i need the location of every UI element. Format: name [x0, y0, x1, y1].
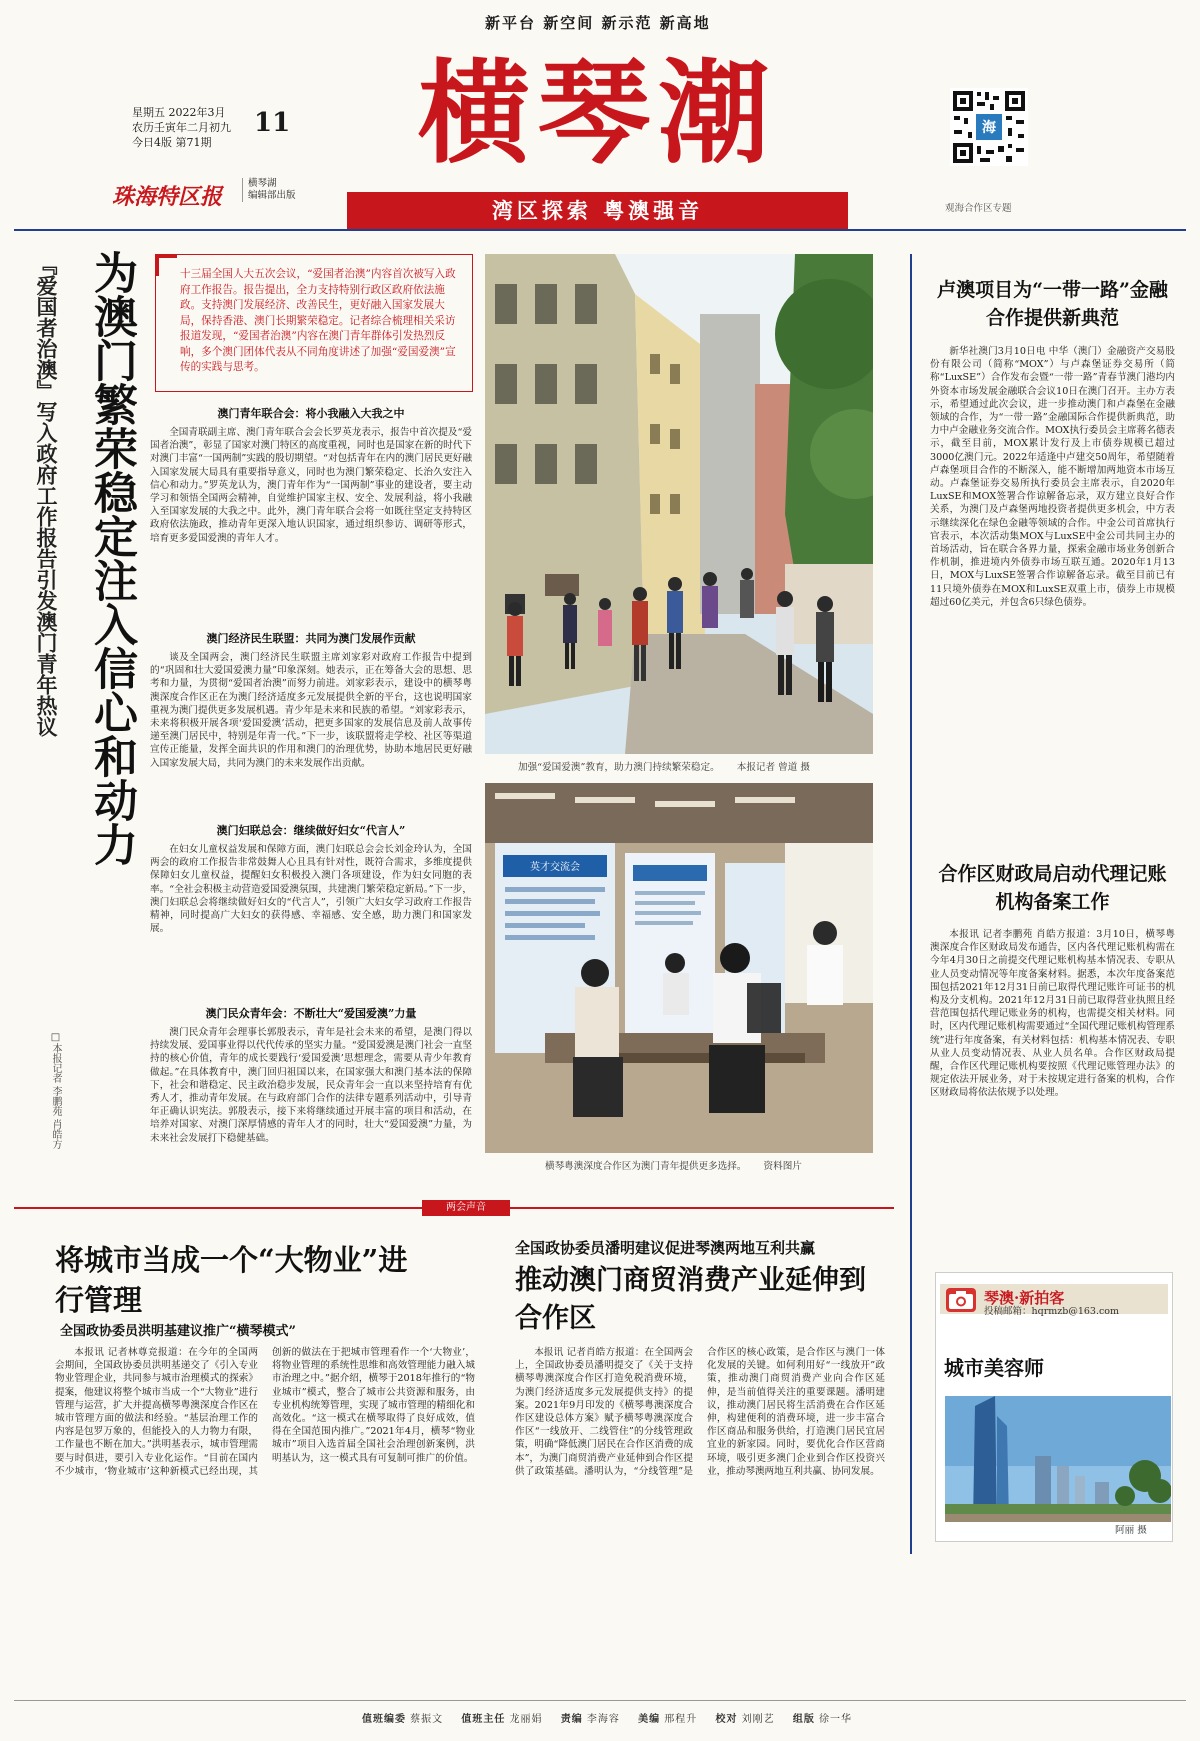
bottom-story1-body: 本报讯 记者林尊竞报道：在今年的全国两会期间，全国政协委员洪明基递交了《引入专业物业管理企业，共同参与城市治理模式的探索》提案，他建议将整个城市当成一个“大物业”进行管理与运营，扩大并提高横琴粤澳深度合作区在城市管理方面的做法和经验。“基层治理工作的内容是包罗万象的，但能投入的人力物力有限，工作量也不断在加大。”洪明基表示，城市管理需要与时俱进，要引入专业化运作。“目前在国内不少城市，‘物业城市’这种新模式已经出现，其创新的做法在于把城市管理看作一个‘大物业’，将物业管理的系统性思维和高效管理能力融入城市治理之中。”据介绍，横琴于2018年推行的“物业城市”模式，整合了城市公共资源和服务，由专业机构统筹管理，实现了城市管理的精细化和高效化。“这一模式在横琴取得了良好成效，值得在全国范围内推广。”2021年4月，横琴“物业城市”项目入选首届全国社会治理创新案例，洪明基认为，这一模式具有可复制可推广的价值。 [55, 1347, 475, 1477]
credit-item: 值班编委 蔡振文 [361, 1714, 444, 1725]
photo-column-title: 琴澳·新拍客 [984, 1289, 1065, 1307]
photo-credit: 本报记者 曾道 摄 [736, 762, 811, 773]
svg-text:海: 海 [982, 120, 996, 136]
section-tag: 两会声音 [422, 1200, 510, 1216]
qr-code-icon[interactable] [950, 88, 1028, 166]
section-body: 全国青联副主席、澳门青年联合会会长罗英龙表示，报告中首次提及“爱国者治澳”，彰显了国家对澳门特区的高度重视，同时也是国家在新的时代下对澳门丰富“一国两制”实践的殷切期望。“对包括青年在内的澳门居民更好融入国家发展大局具有重要指导意义，同时也为澳门繁荣稳定、长治久安注入信心和动力。”罗英龙认为，澳门青年作为“一国两制”事业的建设者，要主动学习和领悟全国两会精神，自觉维护国家主权、安全、发展利益，将小我融入至国家发展的大我之中。此外，澳门青年联合会将一如既往坚定支持特区政府依法施政，推动青年更深入地认识国家，通过组织参访、调研等形式，培育更多爱国爱澳的青年人才。 [150, 427, 472, 544]
city-skyline-photo [945, 1396, 1171, 1522]
credit-item: 美编 邢程升 [638, 1714, 698, 1725]
section-body: 澳门民众青年会理事长郭殷表示，青年是社会未来的希望，是澳门得以持续发展、爱国事业得以代代传承的坚实力量。“爱国爱澳是澳门社会一直坚持的核心价值，青年的成长要践行‘爱国爱澳’思想理念，需要从青少年教育做起。”在具体教育中，澳门回归祖国以来，在国家强大和澳门基本法的保障下，社会和谐稳定、民主政治稳步发展，民众青年会一直以来坚持培育有优秀人才，推动青年发展。在与政府部门合作的法律专题系列活动中，引导青年正确认识宪法。郭殷表示，接下来将继续通过开展丰富的项目和活动，在培养对国家、对澳门深厚情感的青年人才的同时，壮大“爱国爱澳”力量，为未来社会发展打下稳健基础。 [150, 1027, 472, 1144]
lead-text: 十三届全国人大五次会议，“爱国者治澳”内容首次被写入政府工作报告。报告提出，全力支持特别行政区政府依法施政。支持澳门发展经济、改善民生，更好融入国家发展大局，保持香港、澳门长期繁荣稳定。记者综合梳理相关采访报道发现，“爱国者治澳”内容在澳门青年群体引发热烈反响，多个澳门团体代表从不同角度讲述了加强“爱国爱澳”宣传的实践与思考。 [180, 268, 456, 373]
section-subhead: 澳门经济民生联盟：共同为澳门发展作贡献 [206, 632, 416, 645]
bottom-story2-body: 本报讯 记者肖皓方报道：在全国两会上，全国政协委员潘明提交了《关于支持横琴粤澳深度合作区打造免税消费环境，为澳门经济适度多元发展提供支持》的提案。2021年9月印发的《横琴粤澳深度合作区建设总体方案》赋予横琴粤澳深度合作区“一线放开、二线管住”的分线管理政策，明确“降低澳门居民在合作区消费的成本”，为澳门商贸消费产业延伸到合作区提供了政策基础。潘明认为，“分线管理”是合作区的核心政策，是合作区与澳门一体化发展的关键。如何利用好“一线放开”政策，推动澳门商贸消费产业向合作区延伸，是当前值得关注的重要课题。潘明建议，推动澳门居民将生活消费在合作区延伸，构建便利的消费环境，进一步丰富合作区商品和服务供给，打造澳门居民宜居宜业的新家园。同时，要优化合作区营商环境，吸引更多澳门企业到合作区投资兴业，推动琴澳两地互利共赢、协同发展。 [515, 1347, 885, 1477]
recruitment-fair-photo [485, 783, 873, 1153]
date-block [132, 105, 231, 150]
main-section-1 [150, 405, 472, 640]
edition-line: 横琴湖 [248, 178, 277, 189]
street-photo [485, 254, 873, 754]
masthead-title: 横琴潮 [418, 48, 778, 179]
credit-item: 校对 刘刚艺 [715, 1714, 775, 1725]
main-subheadline: 『爱国者治澳』写入政府工作报告引发澳门青年热议 [34, 254, 59, 737]
edition-line: 编辑部出版 [248, 190, 296, 201]
photo-column-headline: 城市美容师 [944, 1356, 1044, 1380]
section-subhead: 澳门民众青年会：不断壮大“爱国爱澳”力量 [205, 1007, 417, 1020]
right-story1-body: 新华社澳门3月10日电 中华（澳门）金融资产交易股份有限公司（简称“MOX”）与卢森堡证券交易所（简称“LuxSE”）合作发布会暨“一带一路”青春节澳门港均内外资本市场发展金融联合会议10日在澳门召开。主办方表示，希望通过此次会议，进一步推动澳门和卢森堡在金融领域的合作，为“一带一路”金融国际合作提供新典范，助力中卢金融业务交流合作。MOX执行委员会主席蒋名德表示，截至目前，MOX累计发行及上市债券规模已超过3000亿澳门元。2022年适逢中卢建交50周年，希望随着卢森堡项目合作的不断深入，能不断增加两地资本市场互动。卢森堡证券交易所执行委员会主席表示，自2020年LuxSE和MOX签署合作谅解备忘录，双方建立良好合作关系，为澳门及卢森堡两地投资者提供更多机会，中方表示继续深化在绿色金融等领域的合作。中金公司首席执行官表示，本次活动集MOX与LuxSE中金公司共同主办的首场活动，旨在联合各界力量，探索金融市场业务创新合作机制，推进境内外债券市场互联互通。2020年1月13日，MOX与LuxSE签署合作谅解备忘录。截至目前已有11只境外债券在MOX和LuxSE双重上市，债券上市规模超过60亿美元，并包含6只绿色债券。 [930, 346, 1175, 608]
photo3-credit: 阿丽 摄 [1115, 1525, 1147, 1536]
caption-text: 横琴粤澳深度合作区为澳门青年提供更多选择。 [545, 1161, 747, 1172]
bottom-story1-subhead: 全国政协委员洪明基建议推广“横琴模式” [60, 1324, 296, 1339]
credit-item: 责编 李海容 [560, 1714, 620, 1725]
main-section-2 [150, 630, 472, 831]
main-byline: □本报记者 李鹏苑 肖皓方 [50, 1032, 61, 1150]
board-title: 英才交流会 [530, 862, 580, 873]
date-number: 11 [254, 108, 291, 138]
main-section-4 [150, 1005, 472, 1196]
photo-credit: 资料图片 [763, 1161, 802, 1172]
staff-credits [0, 1710, 1200, 1725]
right-story2-headline: 合作区财政局启动代理记账机构备案工作 [938, 863, 1167, 913]
publisher-logo: 珠海特区报 [112, 184, 223, 210]
section-body: 在妇女儿童权益发展和保障方面，澳门妇联总会会长刘金玲认为，全国两会的政府工作报告非常鼓舞人心且具有针对性，既符合需求，多维度提供保障妇女儿童权益，提醒妇女积极投入澳门各项建设，作为妇女同胞的表率。“全社会积极主动营造爱国爱澳氛围，共建澳门繁荣稳定新局。”下一步，澳门妇联总会将继续做好妇女的“代言人”，引领广大妇女学习政府工作报告精神，同时提高广大妇女的获得感、幸福感、安全感，助力澳门和国家发展。 [150, 844, 472, 935]
masthead-slogan: 湾区探索 粤澳强音 [347, 192, 848, 230]
section-subhead: 澳门妇联总会：继续做好妇女“代言人” [216, 824, 406, 837]
section-body: 谈及全国两会，澳门经济民生联盟主席刘家彩对政府工作报告中提到的“巩固和壮大爱国爱澳力量”印象深刻。她表示，正在筹备大会的思想、思考和力量，为贯彻“爱国者治澳”而努力前进。刘家彩表示，建设中的横琴粤澳深度合作区正在为澳门经济适度多元发展提供全新的平台，这也说明国家重视为澳门提供更多发展机遇。青少年是未来和民族的希望。“刘家彩表示，未来将积极开展各项‘爱国爱澳’活动，把更多国家的发展信息及前人故事传递至澳门居民中，特别是年青一代。”下一步，该联盟将走学校、社区等渠道宣传正能量，发挥全面共识的作用和澳门的治理优势，协助本地居民更好融入国家发展大局，共同为澳门的未来发展作出贡献。 [150, 652, 472, 769]
right-story2-body: 本报讯 记者李鹏苑 肖皓方报道：3月10日，横琴粤澳深度合作区财政局发布通告，区内各代理记账机构需在今年4月30日之前提交代理记账机构基本情况表、专职从业人员变动情况等年度备案材料。据悉，本次年度备案范围包括2021年12月31日前已取得代理记账许可证书的机构及分支机构。2021年12月31日前已取得营业执照且经营范围包括代理记账业务的机构，也需提交相关材料。同时，区内代理记账机构需要通过“全国代理记账机构管理系统”进行年度备案，有关材料包括：机构基本情况表、专职从业人员变动情况表、从业人员名单。合作区财政局提醒，合作区代理记账机构要按照《代理记账管理办法》的规定依法开展业务，对于未按规定进行备案的机构，合作区财政局将依法依规予以处理。 [930, 929, 1175, 1099]
credit-item: 值班主任 龙丽娟 [461, 1714, 543, 1725]
footer-rule [14, 1700, 1186, 1701]
caption-text: 加强“爱国爱澳”教育，助力澳门持续繁荣稳定。 [518, 762, 720, 773]
credit-item: 组版 徐一华 [792, 1714, 853, 1725]
camera-icon [946, 1288, 976, 1312]
date-line: 今日4版 第71期 [132, 136, 212, 149]
header-rule [14, 229, 1186, 231]
bottom-story2-kicker: 全国政协委员潘明建议促进琴澳两地互利共赢 [515, 1239, 816, 1257]
bottom-story1-headline: 将城市当成一个“大物业”进行管理 [55, 1243, 408, 1317]
photo2-caption [545, 1158, 885, 1172]
date-line: 星期五 2022年3月 [132, 106, 226, 119]
qr-caption: 观海合作区专题 [945, 203, 1012, 214]
date-line: 农历壬寅年二月初九 [132, 121, 231, 134]
submission-email: 投稿邮箱：hqrmzb@163.com [984, 1306, 1120, 1317]
photo1-caption [518, 759, 888, 773]
edition-label [242, 178, 296, 202]
lead-paragraph [155, 254, 473, 392]
bottom-story2-headline: 推动澳门商贸消费产业延伸到合作区 [515, 1265, 866, 1334]
main-headline: 为澳门繁荣稳定注入信心和动力 [86, 250, 137, 866]
main-section-3 [150, 822, 472, 1013]
section-subhead: 澳门青年联合会：将小我融入大我之中 [217, 407, 405, 420]
masthead-tagline: 新平台 新空间 新示范 新高地 [485, 14, 711, 32]
right-story1-headline: 卢澳项目为“一带一路”金融合作提供新典范 [937, 279, 1168, 329]
